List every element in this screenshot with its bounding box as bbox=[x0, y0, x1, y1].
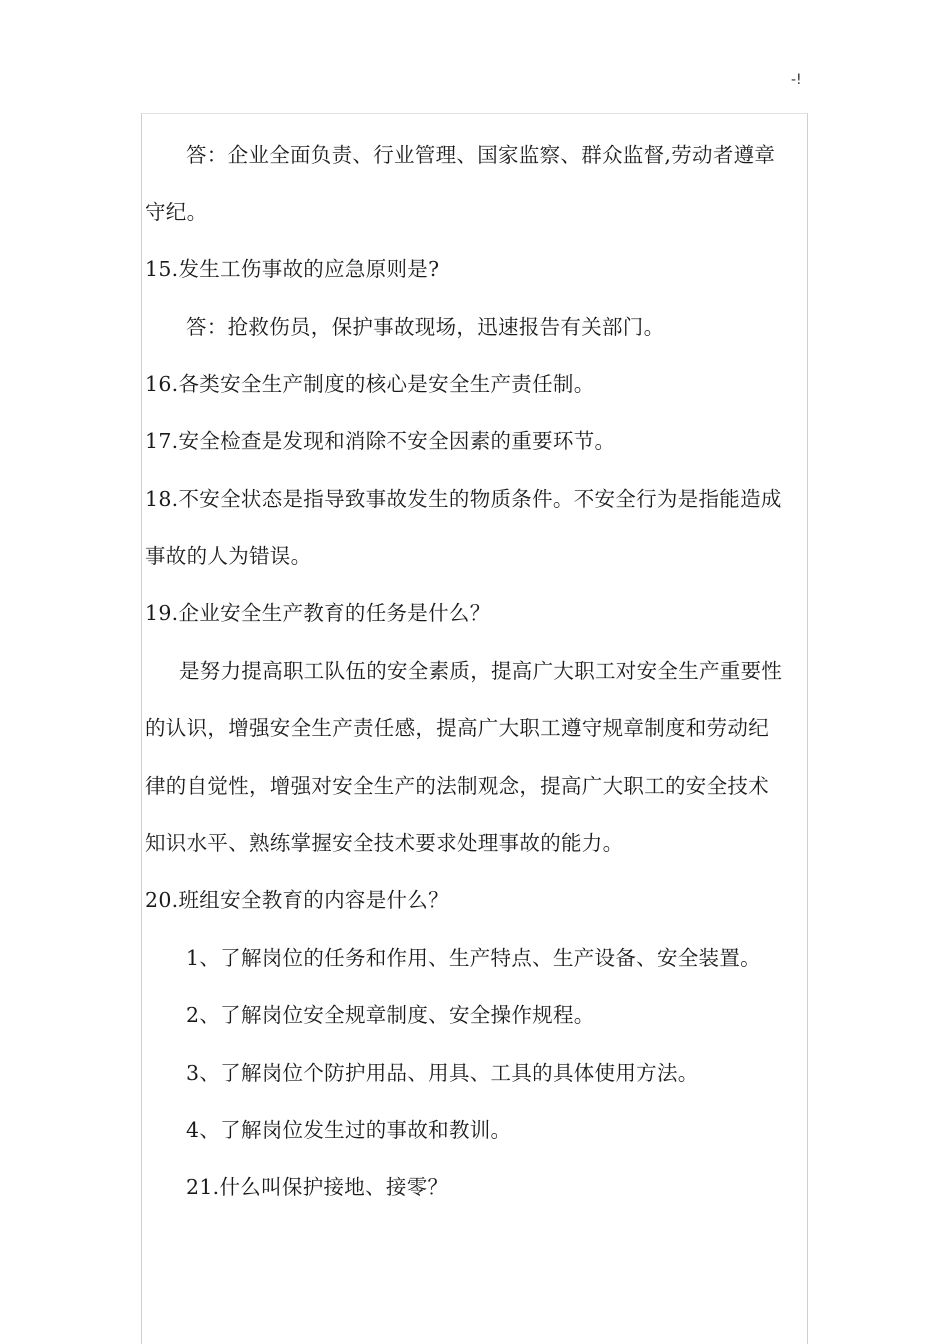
item-18: 18.不安全状态是指导致事故发生的物质条件。不安全行为是指能造成 bbox=[145, 487, 782, 511]
question-21: 21.什么叫保护接地、接零？ bbox=[186, 1175, 449, 1199]
question-20: 20.班组安全教育的内容是什么？ bbox=[145, 888, 449, 912]
answer-15: 答：抢救伤员，保护事故现场，迅速报告有关部门。 bbox=[186, 315, 665, 339]
item-17: 17.安全检查是发现和消除不安全因素的重要环节。 bbox=[145, 429, 616, 453]
question-15: 15.发生工伤事故的应急原则是? bbox=[145, 257, 440, 281]
text-line: 的认识，增强安全生产责任感，提高广大职工遵守规章制度和劳动纪 bbox=[145, 716, 769, 740]
page-mark: -! bbox=[791, 72, 802, 88]
answer-19: 是努力提高职工队伍的安全素质，提高广大职工对安全生产重要性 bbox=[179, 659, 783, 683]
list-item: 1、了解岗位的任务和作用、生产特点、生产设备、安全装置。 bbox=[186, 946, 761, 970]
question-19: 19.企业安全生产教育的任务是什么？ bbox=[145, 601, 491, 625]
list-item: 3、了解岗位个防护用品、用具、工具的具体使用方法。 bbox=[186, 1061, 699, 1085]
text-line: 守纪。 bbox=[145, 200, 208, 224]
text-line: 律的自觉性，增强对安全生产的法制观念，提高广大职工的安全技术 bbox=[145, 774, 769, 798]
list-item: 4、了解岗位发生过的事故和教训。 bbox=[186, 1118, 512, 1142]
list-item: 2、了解岗位安全规章制度、安全操作规程。 bbox=[186, 1003, 595, 1027]
text-line: 事故的人为错误。 bbox=[145, 544, 312, 568]
item-16: 16.各类安全生产制度的核心是安全生产责任制。 bbox=[145, 372, 595, 396]
text-line: 答：企业全面负责、行业管理、国家监察、群众监督,劳动者遵章 bbox=[186, 143, 776, 167]
text-line: 知识水平、熟练掌握安全技术要求处理事故的能力。 bbox=[145, 831, 624, 855]
